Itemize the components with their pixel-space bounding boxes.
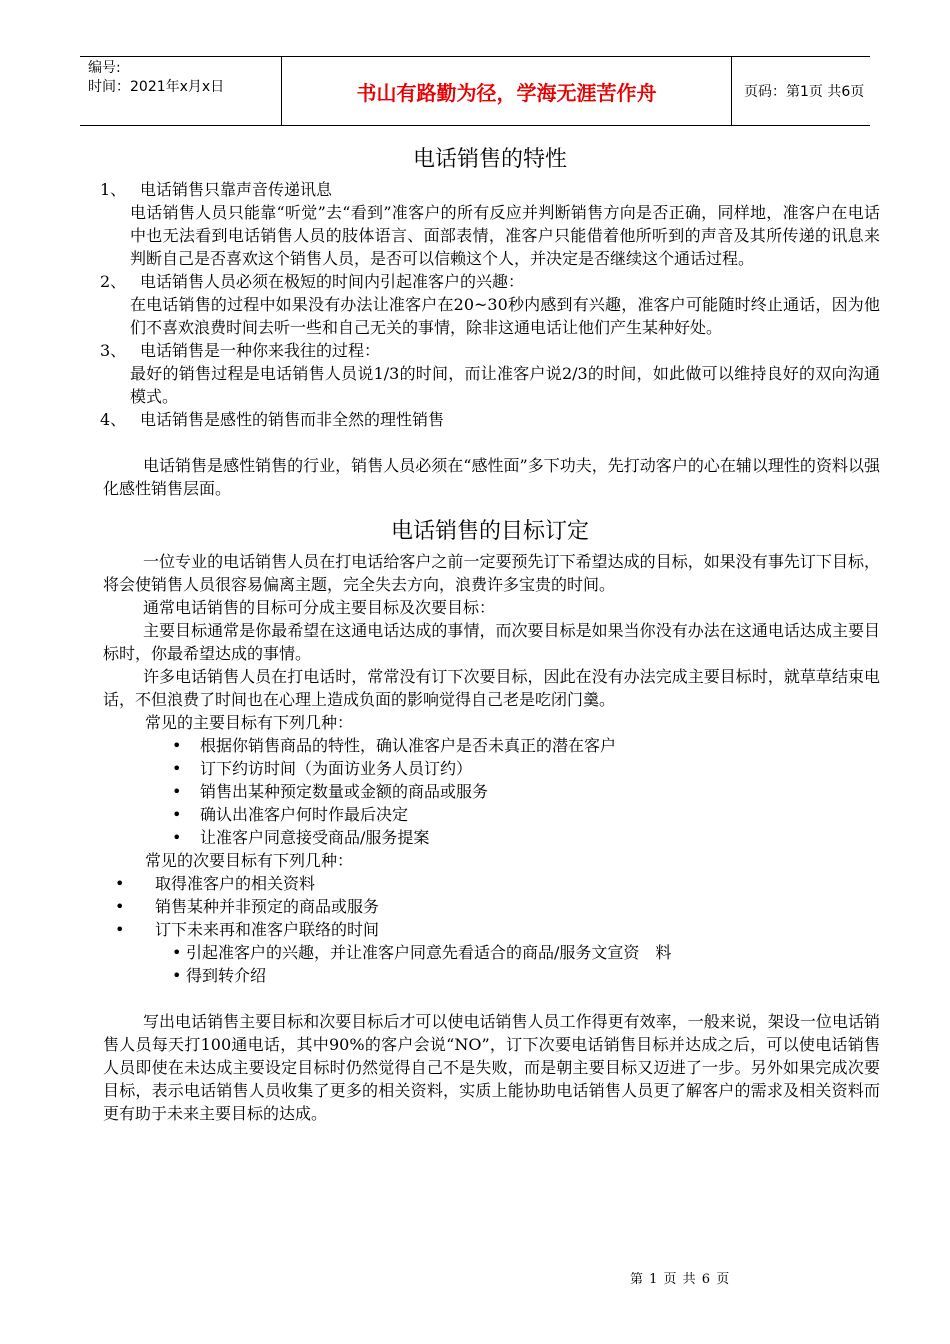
bullet-item: • 销售出某种预定数量或金额的商品或服务: [172, 782, 489, 801]
paragraph: 电话销售是感性销售的行业，销售人员必须在“感性面”多下功夫，先打动客户的心在辅以理性的资料以强化感性销售层面。: [103, 456, 880, 498]
bullet-icon: •: [172, 805, 182, 824]
paragraph: 主要目标通常是你最希望在这通电话达成的事情，而次要目标是如果当你没有办法在这通电话达成主要目标时，你最希望达成的事情。: [103, 621, 880, 663]
bullet-icon: •: [172, 736, 182, 755]
item-number: 3、: [100, 341, 127, 360]
paragraph: 一位专业的电话销售人员在打电话给客户之前一定要预先订下希望达成的目标，如果没有事先订下目标，将会使销售人员很容易偏离主题，完全失去方向，浪费许多宝贵的时间。: [103, 552, 880, 594]
bullet-icon: •: [115, 897, 125, 916]
paragraph: 许多电话销售人员在打电话时，常常没有订下次要目标，因此在没有办法完成主要目标时，就草草结束电话，不但浪费了时间也在心理上造成负面的影响觉得自己老是吃闭门羹。: [103, 667, 880, 709]
list-item: [100, 339, 880, 362]
bullet-icon: •: [172, 782, 182, 801]
bullet-icon: •: [172, 943, 182, 962]
time-label: 时间：2021年x月x日: [88, 79, 225, 95]
item-heading: 电话销售只靠声音传递讯息: [140, 180, 333, 199]
bullet-item: • 订下未来再和准客户联络的时间: [115, 920, 380, 939]
item-body: 电话销售人员只能靠“听觉”去“看到”准客户的所有反应并判断销售方向是否正确，同样地，准客户在电话中也无法看到电话销售人员的肢体语言、面部表情，准客户只能借着他所听到的声音及其所传递的讯息来判断自己是否喜欢这个销售人员，是否可以信赖这个人，并决定是否继续这个通话过程。: [130, 203, 880, 268]
item-heading: 电话销售人员必须在极短的时间内引起准客户的兴趣：: [140, 272, 525, 291]
page-footer: 第 1 页 共 6 页: [630, 1272, 731, 1287]
item-heading: 电话销售是一种你来我往的过程：: [140, 341, 381, 360]
code-label: 编号:: [88, 60, 121, 76]
bullet-item: • 订下约访时间（为面访业务人员订约）: [172, 759, 473, 778]
list-item: [100, 270, 880, 293]
item-number: 2、: [100, 272, 127, 291]
page-info: 页码：第1页 共6页: [744, 84, 865, 100]
motto: 书山有路勤为径，学海无涯苦作舟: [281, 57, 732, 125]
item-heading: 电话销售是感性的销售而非全然的理性销售: [140, 410, 445, 429]
bullet-item: • 销售某种并非预定的商品或服务: [115, 897, 380, 916]
list-intro: 常见的次要目标有下列几种：: [145, 851, 354, 870]
document-body: [100, 142, 880, 1125]
bullet-item: • 让准客户同意接受商品/服务提案: [172, 828, 430, 847]
item-body: 在电话销售的过程中如果没有办法让准客户在20~30秒内感到有兴趣，准客户可能随时终止通话，因为他们不喜欢浪费时间去听一些和自己无关的事情，除非这通电话让他们产生某种好处。: [130, 295, 880, 337]
bullet-item: • 取得准客户的相关资料: [115, 874, 316, 893]
bullet-icon: •: [172, 828, 182, 847]
bullet-icon: •: [172, 966, 182, 985]
sub-bullet-item: • 引起准客户的兴趣，并让准客户同意先看适合的商品/服务文宣资 料: [172, 943, 672, 962]
bullet-icon: •: [115, 920, 125, 939]
item-number: 4、: [100, 410, 127, 429]
list-intro: 常见的主要目标有下列几种：: [145, 713, 354, 732]
item-body: 最好的销售过程是电话销售人员说1/3的时间，而让准客户说2/3的时间，如此做可以维持良好的双向沟通模式。: [130, 364, 880, 406]
section-title: 电话销售的特性: [412, 147, 567, 172]
bullet-icon: •: [115, 874, 125, 893]
list-item: [100, 178, 880, 201]
bullet-item: • 确认出准客户何时作最后决定: [172, 805, 409, 824]
header-meta: [80, 57, 281, 125]
bullet-item: • 根据你销售商品的特性，确认准客户是否未真正的潜在客户: [172, 736, 617, 755]
paragraph: 写出电话销售主要目标和次要目标后才可以使电话销售人员工作得更有效率，一般来说，架设一位电话销售人员每天打100通电话，其中90%的客户会说“NO”，订下次要电话销售目标并达成之后，可以使电话销售人员即使在未达成主要设定目标时仍然觉得自己不是失败，而是朝主要目标又迈进了一步。另外如果完成次要目标，表示电话销售人员收集了更多的相关资料，实质上能协助电话销售人员更了解客户的需求及相关资料而更有助于未来主要目标的达成。: [103, 1012, 880, 1123]
list-item: [100, 408, 880, 431]
bullet-icon: •: [172, 759, 182, 778]
item-number: 1、: [100, 180, 127, 199]
section-title: 电话销售的目标订定: [390, 519, 589, 544]
document-header: [80, 56, 870, 126]
sub-bullet-item: • 得到转介绍: [172, 966, 267, 985]
paragraph: 通常电话销售的目标可分成主要目标及次要目标：: [143, 598, 496, 617]
